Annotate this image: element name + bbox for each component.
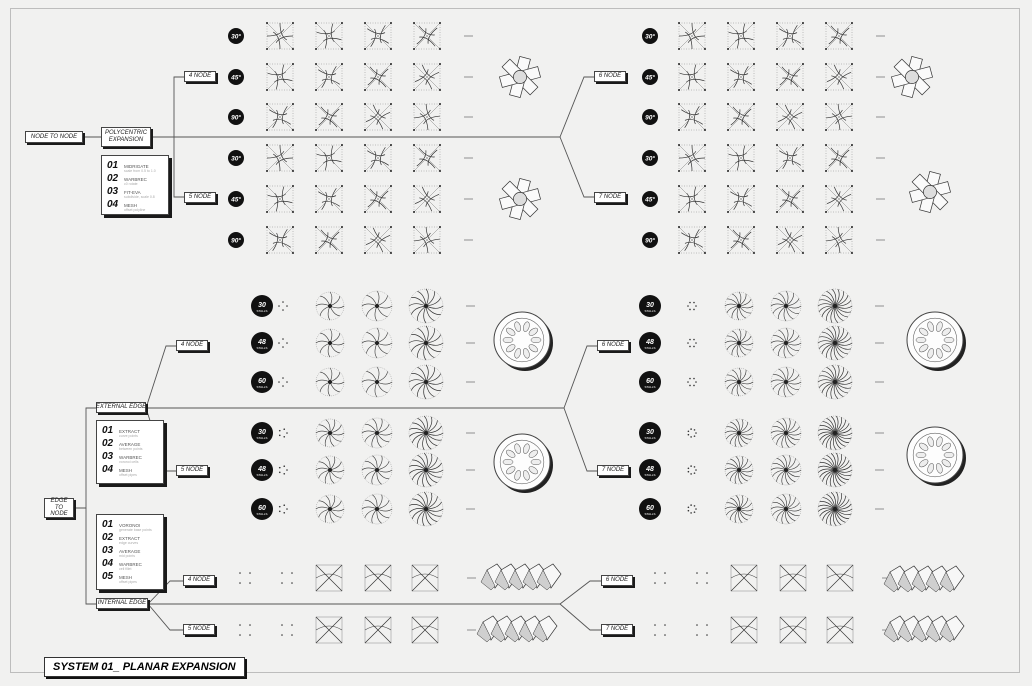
pattern-glyph — [364, 63, 392, 91]
legend-item: 03 WARBREC voronoi cells — [102, 451, 142, 464]
radial-pattern-glyph — [688, 428, 697, 437]
connector-line — [560, 137, 594, 197]
pattern-glyph — [315, 144, 343, 172]
connector-line — [174, 137, 184, 197]
int-6-node-tag: 6 NODE — [601, 575, 633, 586]
radial-pattern-glyph — [725, 292, 753, 320]
pattern-glyph — [678, 185, 706, 213]
pattern-glyph — [776, 185, 804, 213]
radial-pattern-glyph — [725, 368, 753, 396]
legend-item: 01 MIDRIGATE scale from 0.5 to 1.0 — [107, 160, 156, 173]
pattern-glyph — [364, 103, 392, 131]
legend-item: 05 MESH offset pipes — [102, 571, 137, 584]
svg-text:30: 30 — [258, 302, 266, 309]
slab-render — [884, 566, 964, 592]
svg-text:30: 30 — [646, 302, 654, 309]
stall-label-circle — [251, 498, 273, 520]
connector-line — [146, 346, 176, 408]
pattern-glyph — [678, 226, 706, 254]
extrusion-render — [909, 171, 950, 212]
pattern-glyph — [776, 144, 804, 172]
svg-text:30: 30 — [646, 429, 654, 436]
radial-pattern-glyph — [409, 365, 443, 399]
pattern-glyph — [364, 226, 392, 254]
svg-text:STALLS: STALLS — [256, 512, 268, 516]
pattern-glyph — [266, 185, 294, 213]
svg-text:45°: 45° — [231, 196, 241, 204]
legend-external — [96, 420, 164, 484]
pattern-glyph — [678, 144, 706, 172]
pattern-glyph — [727, 103, 755, 131]
connector-line — [564, 346, 597, 408]
internal-edge-row — [239, 565, 438, 591]
svg-text:STALLS: STALLS — [256, 436, 268, 440]
radial-pattern-glyph — [725, 329, 753, 357]
svg-text:90°: 90° — [645, 114, 655, 122]
svg-text:30°: 30° — [645, 33, 655, 41]
svg-text:90°: 90° — [231, 114, 241, 122]
slab-render — [477, 616, 557, 642]
radial-pattern-glyph — [687, 302, 697, 311]
pattern-glyph — [727, 63, 755, 91]
svg-text:48: 48 — [258, 339, 266, 346]
svg-text:45°: 45° — [645, 74, 655, 82]
radial-pattern-glyph — [688, 504, 697, 513]
ext-7-node-tag: 7 NODE — [597, 465, 629, 476]
radial-pattern-glyph — [409, 453, 443, 487]
svg-text:48: 48 — [646, 339, 654, 346]
svg-text:48: 48 — [258, 466, 266, 473]
connector-line — [560, 604, 601, 630]
svg-text:48: 48 — [646, 466, 654, 473]
radial-pattern-glyph — [362, 328, 392, 358]
pattern-glyph — [364, 22, 392, 50]
connector-line — [170, 77, 184, 137]
connector-line — [148, 604, 183, 630]
pattern-glyph — [776, 22, 804, 50]
radial-pattern-glyph — [725, 456, 753, 484]
radial-pattern-glyph — [409, 289, 443, 323]
pattern-glyph — [825, 63, 853, 91]
group-5-node-tag: 5 NODE — [184, 192, 216, 203]
radial-pattern-glyph — [279, 465, 288, 474]
slab-render — [481, 564, 561, 590]
extrusion-render — [499, 56, 540, 97]
pattern-glyph — [825, 144, 853, 172]
connector-line — [560, 581, 601, 604]
edge-to-node-tag: EDGE TO NODE — [44, 498, 74, 518]
legend-item: 02 WARBREC c0 rotate — [107, 173, 147, 186]
angle-label-circle — [228, 109, 244, 125]
group-7-node-tag: 7 NODE — [594, 192, 626, 203]
svg-text:30°: 30° — [645, 155, 655, 163]
radial-pattern-glyph — [409, 326, 443, 360]
radial-pattern-glyph — [362, 418, 392, 448]
svg-text:60: 60 — [646, 378, 654, 385]
radial-pattern-glyph — [362, 455, 392, 485]
radial-pattern-glyph — [818, 326, 852, 360]
pattern-glyph — [266, 144, 294, 172]
pattern-glyph — [678, 103, 706, 131]
rosette-render — [494, 312, 553, 371]
radial-pattern-glyph — [771, 455, 801, 485]
angle-label-circle — [228, 191, 244, 207]
pattern-glyph — [678, 22, 706, 50]
radial-pattern-glyph — [818, 492, 852, 526]
stall-label-circle — [639, 332, 661, 354]
angle-label-circle — [228, 232, 244, 248]
connector-line — [564, 408, 597, 471]
svg-text:STALLS: STALLS — [644, 385, 656, 389]
radial-pattern-glyph — [279, 428, 288, 437]
radial-pattern-glyph — [316, 419, 344, 447]
angle-label-circle — [228, 150, 244, 166]
angle-label-circle — [642, 69, 658, 85]
radial-pattern-glyph — [771, 494, 801, 524]
svg-text:STALLS: STALLS — [256, 473, 268, 477]
radial-pattern-glyph — [279, 504, 288, 513]
ext-5-node-tag: 5 NODE — [176, 465, 208, 476]
svg-text:45°: 45° — [645, 196, 655, 204]
pattern-glyph — [678, 63, 706, 91]
svg-text:30: 30 — [258, 429, 266, 436]
pattern-glyph — [413, 63, 441, 91]
connector-line — [86, 508, 96, 604]
group-6-node-tag: 6 NODE — [594, 71, 626, 82]
radial-pattern-glyph — [687, 378, 697, 387]
angle-label-circle — [642, 28, 658, 44]
radial-pattern-glyph — [316, 495, 344, 523]
radial-pattern-glyph — [409, 416, 443, 450]
angle-label-circle — [642, 191, 658, 207]
external-edge-tag: EXTERNAL EDGE — [96, 402, 146, 413]
connector-line — [74, 408, 96, 508]
pattern-glyph — [825, 103, 853, 131]
radial-pattern-glyph — [725, 495, 753, 523]
svg-text:STALLS: STALLS — [644, 309, 656, 313]
pattern-glyph — [776, 103, 804, 131]
radial-pattern-glyph — [278, 301, 288, 311]
pattern-glyph — [727, 226, 755, 254]
stall-label-circle — [251, 459, 273, 481]
svg-text:STALLS: STALLS — [644, 346, 656, 350]
pattern-glyph — [364, 185, 392, 213]
pattern-glyph — [727, 22, 755, 50]
int-4-node-tag: 4 NODE — [183, 575, 215, 586]
stall-label-circle — [639, 371, 661, 393]
legend-item: 02 AVERAGE between points — [102, 438, 143, 451]
pattern-glyph — [413, 103, 441, 131]
pattern-glyph — [315, 103, 343, 131]
stall-label-circle — [639, 422, 661, 444]
pattern-glyph — [315, 22, 343, 50]
radial-pattern-glyph — [725, 419, 753, 447]
internal-edge-row — [654, 565, 853, 591]
legend-top — [101, 155, 169, 215]
legend-item: 01 EXTRACT curve points — [102, 425, 141, 438]
legend-item: 04 MESH offset pipes — [102, 464, 137, 477]
radial-pattern-glyph — [316, 368, 344, 396]
stall-label-circle — [251, 371, 273, 393]
svg-text:STALLS: STALLS — [256, 309, 268, 313]
pattern-glyph — [413, 226, 441, 254]
svg-text:STALLS: STALLS — [644, 436, 656, 440]
angle-label-circle — [642, 109, 658, 125]
radial-pattern-glyph — [362, 291, 392, 321]
pattern-glyph — [727, 144, 755, 172]
radial-pattern-glyph — [316, 292, 344, 320]
stall-label-circle — [251, 422, 273, 444]
svg-text:STALLS: STALLS — [644, 473, 656, 477]
radial-pattern-glyph — [818, 453, 852, 487]
svg-text:30°: 30° — [231, 155, 241, 163]
stall-label-circle — [639, 295, 661, 317]
stall-label-circle — [251, 332, 273, 354]
angle-label-circle — [228, 28, 244, 44]
extrusion-render — [499, 178, 540, 219]
rosette-render — [907, 427, 966, 486]
angle-label-circle — [228, 69, 244, 85]
legend-internal — [96, 514, 164, 590]
svg-text:60: 60 — [258, 378, 266, 385]
sheet-caption: SYSTEM 01_ PLANAR EXPANSION — [44, 657, 245, 677]
node-to-node-tag: NODE TO NODE — [25, 131, 83, 143]
pattern-glyph — [825, 22, 853, 50]
stall-label-circle — [639, 498, 661, 520]
angle-label-circle — [642, 150, 658, 166]
pattern-glyph — [825, 226, 853, 254]
pattern-glyph — [266, 103, 294, 131]
svg-text:STALLS: STALLS — [256, 346, 268, 350]
pattern-glyph — [315, 185, 343, 213]
int-7-node-tag: 7 NODE — [601, 624, 633, 635]
svg-text:STALLS: STALLS — [256, 385, 268, 389]
radial-pattern-glyph — [818, 365, 852, 399]
radial-pattern-glyph — [771, 418, 801, 448]
rosette-render — [494, 434, 553, 493]
ext-6-node-tag: 6 NODE — [597, 340, 629, 351]
radial-pattern-glyph — [362, 494, 392, 524]
legend-item: 03 FIT-EVA subdivide, scale 0.8 — [107, 186, 155, 199]
pattern-glyph — [266, 22, 294, 50]
radial-pattern-glyph — [771, 328, 801, 358]
pattern-glyph — [413, 185, 441, 213]
svg-text:60: 60 — [258, 505, 266, 512]
polycentric-expansion-tag: POLYCENTRIC EXPANSION — [101, 127, 151, 147]
internal-edge-tag: INTERNAL EDGE — [96, 598, 148, 609]
svg-text:30°: 30° — [231, 33, 241, 41]
extrusion-render — [891, 56, 932, 97]
stall-label-circle — [251, 295, 273, 317]
radial-pattern-glyph — [316, 456, 344, 484]
radial-pattern-glyph — [362, 367, 392, 397]
legend-item: 01 VORONOI generate base points — [102, 519, 152, 532]
svg-text:60: 60 — [646, 505, 654, 512]
radial-pattern-glyph — [278, 377, 288, 387]
svg-text:STALLS: STALLS — [644, 512, 656, 516]
stall-label-circle — [639, 459, 661, 481]
ext-4-node-tag: 4 NODE — [176, 340, 208, 351]
pattern-glyph — [825, 185, 853, 213]
radial-pattern-glyph — [316, 329, 344, 357]
pattern-glyph — [315, 63, 343, 91]
internal-edge-row — [654, 617, 853, 643]
internal-edge-row — [239, 617, 438, 643]
pattern-glyph — [266, 226, 294, 254]
legend-item: 04 MESH offset polyline — [107, 199, 146, 212]
slab-render — [884, 616, 964, 642]
connector-line — [560, 77, 594, 137]
group-4-node-tag: 4 NODE — [184, 71, 216, 82]
radial-pattern-glyph — [771, 367, 801, 397]
legend-item: 03 AVERAGE mid points — [102, 545, 141, 558]
radial-pattern-glyph — [278, 338, 288, 348]
svg-text:90°: 90° — [645, 237, 655, 245]
radial-pattern-glyph — [687, 339, 697, 348]
angle-label-circle — [642, 232, 658, 248]
pattern-glyph — [727, 185, 755, 213]
svg-text:90°: 90° — [231, 237, 241, 245]
int-5-node-tag: 5 NODE — [183, 624, 215, 635]
pattern-glyph — [413, 144, 441, 172]
radial-pattern-glyph — [409, 492, 443, 526]
legend-item: 04 WARBREC cell fillet — [102, 558, 142, 571]
pattern-glyph — [413, 22, 441, 50]
pattern-glyph — [364, 144, 392, 172]
pattern-glyph — [266, 63, 294, 91]
pattern-glyph — [776, 63, 804, 91]
legend-item: 02 EXTRACT edge curves — [102, 532, 141, 545]
rosette-render — [907, 312, 966, 371]
radial-pattern-glyph — [818, 416, 852, 450]
svg-text:45°: 45° — [231, 74, 241, 82]
radial-pattern-glyph — [771, 291, 801, 321]
radial-pattern-glyph — [818, 289, 852, 323]
radial-pattern-glyph — [688, 465, 697, 474]
pattern-glyph — [315, 226, 343, 254]
pattern-glyph — [776, 226, 804, 254]
